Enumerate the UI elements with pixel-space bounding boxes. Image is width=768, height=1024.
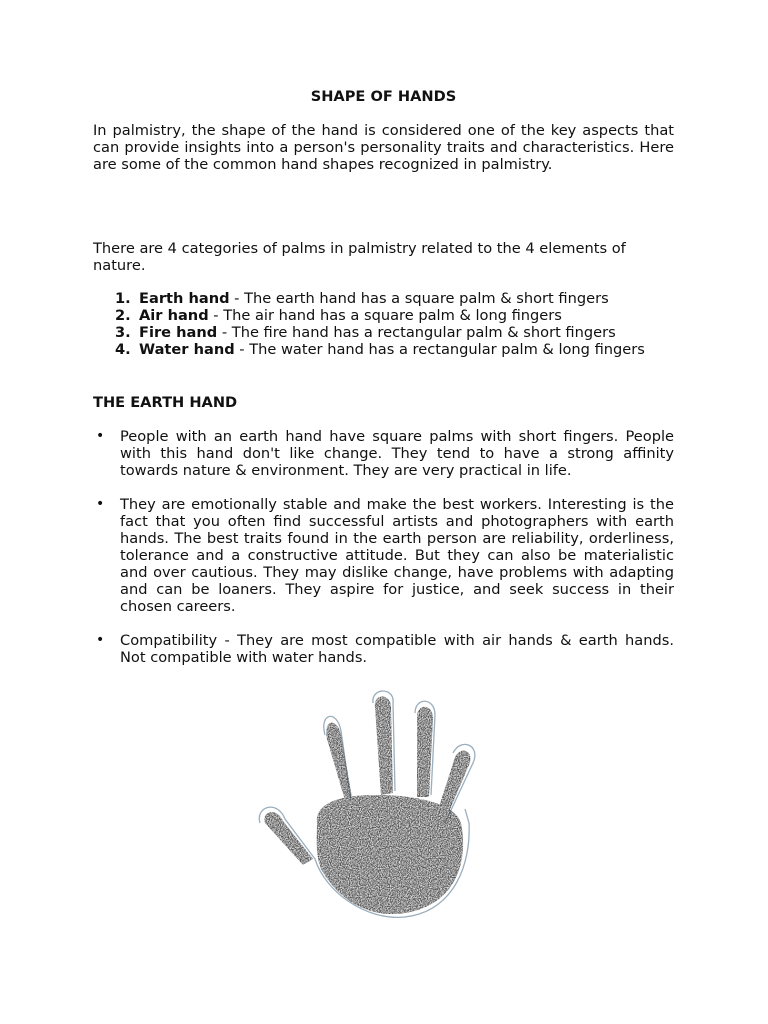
list-number: 2. <box>115 307 131 324</box>
hand-type-description: - The water hand has a rectangular palm & long fingers <box>234 341 645 358</box>
list-item <box>93 324 674 341</box>
list-item <box>93 428 674 479</box>
list-item <box>93 496 674 615</box>
bullet-icon: • <box>96 428 105 444</box>
hand-type-description: - The fire hand has a rectangular palm & short fingers <box>217 324 616 341</box>
bullet-text: Compatibility - They are most compatible with air hands & earth hands. Not compatible with water hands. <box>120 632 674 666</box>
section-title-earth-hand: THE EARTH HAND <box>93 394 238 411</box>
list-item <box>93 290 674 307</box>
earth-hand-bullets <box>93 428 674 683</box>
hand-types-list <box>93 290 674 358</box>
list-number: 3. <box>115 324 131 341</box>
hand-type-name: Earth hand <box>139 290 230 307</box>
bullet-icon: • <box>96 632 105 648</box>
hand-type-description: - The earth hand has a square palm & short fingers <box>229 290 609 307</box>
hand-type-name: Air hand <box>139 307 209 324</box>
hand-type-name: Fire hand <box>139 324 218 341</box>
hand-type-description: - The air hand has a square palm & long fingers <box>208 307 562 324</box>
categories-paragraph: There are 4 categories of palms in palmistry related to the 4 elements of nature. <box>93 240 626 274</box>
bullet-icon: • <box>96 496 105 512</box>
hand-type-name: Water hand <box>139 341 235 358</box>
list-item <box>93 341 674 358</box>
list-item <box>93 307 674 324</box>
list-number: 1. <box>115 290 131 307</box>
handprint-icon <box>255 683 505 935</box>
bullet-text: People with an earth hand have square palms with short fingers. People with this hand don't like change. They tend to have a strong affinity towards nature & environment. They are very practical in life. <box>120 428 674 479</box>
list-number: 4. <box>115 341 131 358</box>
bullet-text: They are emotionally stable and make the best workers. Interesting is the fact that you often find successful artists and photographers with earth hands. The best traits found in the earth person are reliability, orderliness, tolerance and a constructive attitude. But they can also be materialistic and over cautious. They may dislike change, have problems with adapting and can be loaners. They aspire for justice, and seek success in their chosen careers. <box>120 496 674 615</box>
list-item <box>93 632 674 666</box>
page-title: SHAPE OF HANDS <box>310 88 457 105</box>
intro-paragraph: In palmistry, the shape of the hand is considered one of the key aspects that can provide insights into a person's personality traits and characteristics. Here are some of the common hand shapes recognized in palmistry. <box>93 122 674 173</box>
